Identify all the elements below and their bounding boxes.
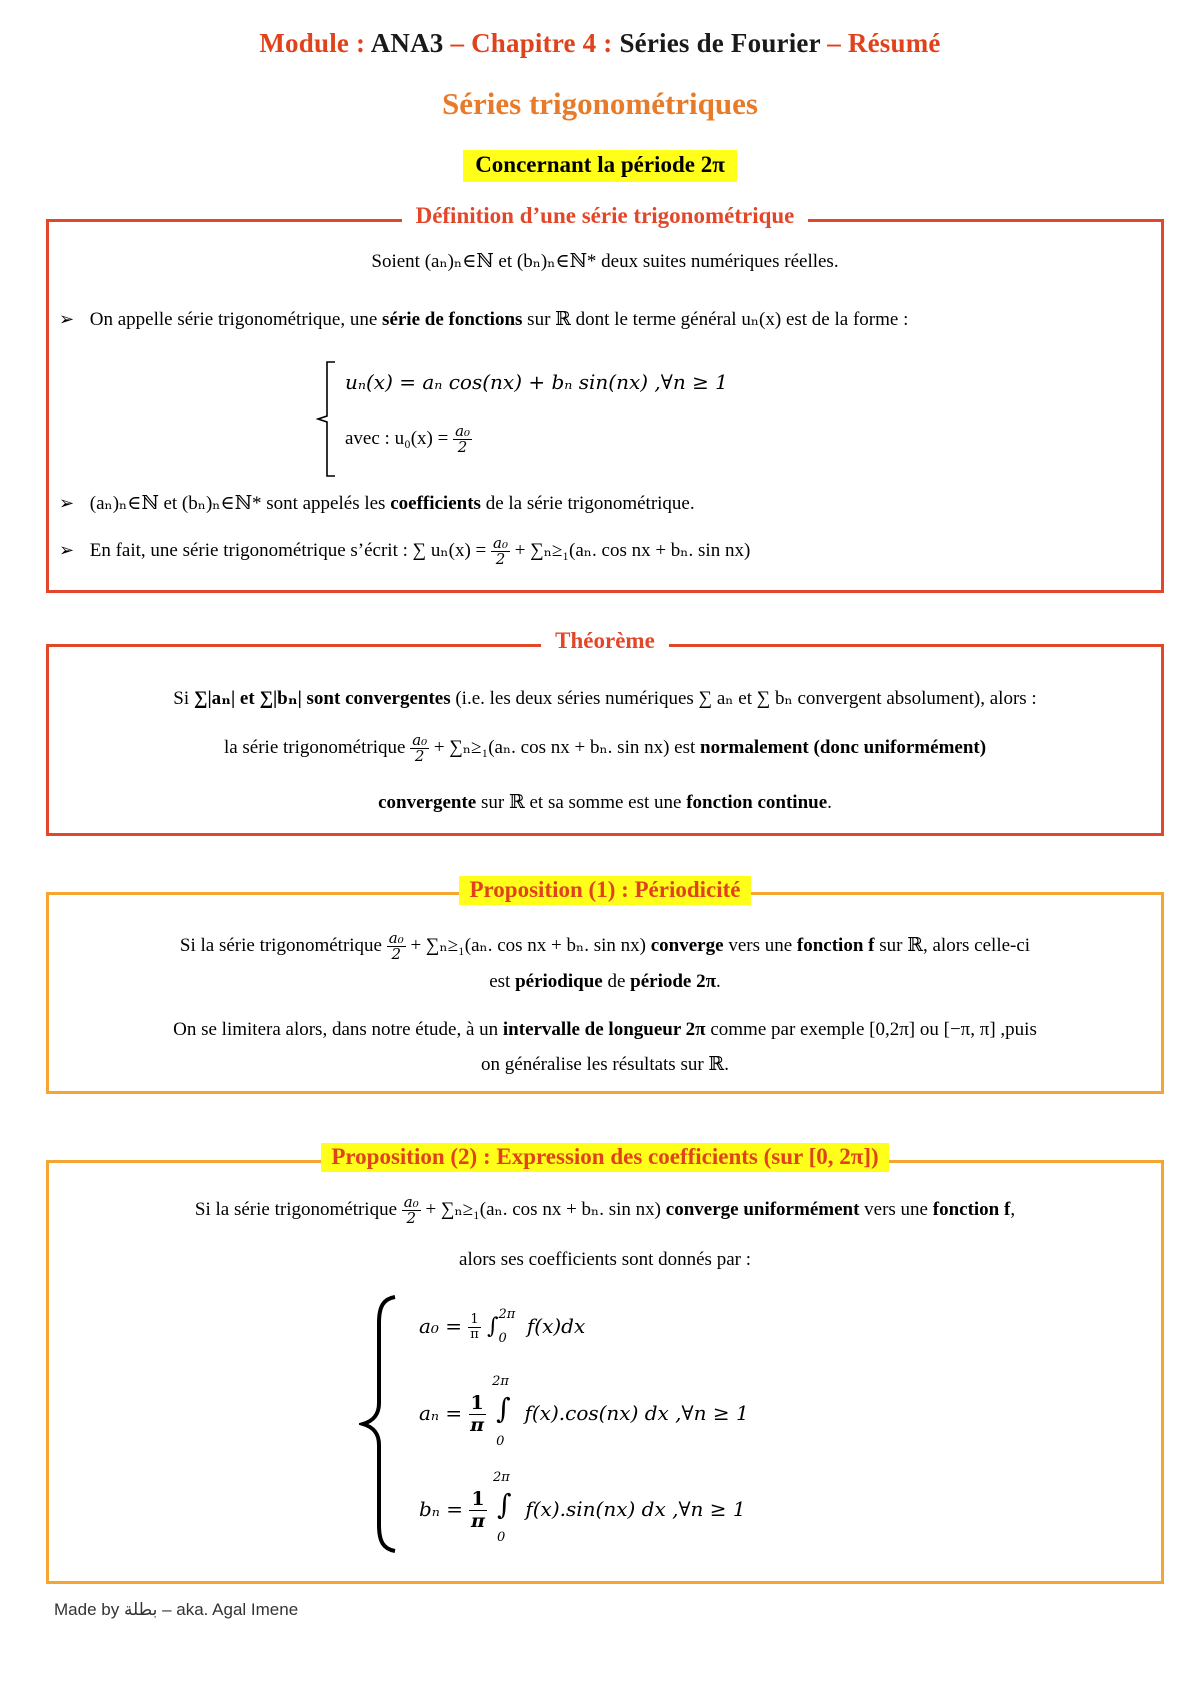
theorem-frac — [410, 733, 429, 764]
bullet-3-post: + ∑ₙ≥₁(aₙ. cos nx + bₙ. sin nx) — [514, 539, 751, 561]
frac-num: 1 — [471, 1488, 485, 1510]
bullet-1-bold: série de fonctions — [382, 309, 523, 330]
theorem-title-wrap — [49, 628, 1161, 654]
formula-bn-frac — [469, 1489, 486, 1532]
bullet-1-pre: On appelle série trigonométrique, une — [89, 309, 378, 330]
frac-num: a₀ — [388, 929, 404, 947]
arrow-bullet-icon: ➢ — [59, 493, 75, 514]
theorem-line-1-post: (i.e. les deux séries numériques ∑ aₙ et ∑ bₙ convergent absolument), alors : — [455, 688, 1037, 709]
frac-den: 2 — [457, 438, 468, 456]
theorem-line-3-end: . — [827, 792, 832, 813]
chapter-label: Chapitre 4 : — [471, 28, 613, 58]
frac-num: 1 — [470, 1392, 484, 1414]
prop1-line-2-pre: est — [489, 971, 511, 992]
system-line-2-pre: avec : u₀(x) = — [345, 427, 449, 449]
theorem-title: Théorème — [541, 628, 669, 653]
left-brace-icon — [359, 1293, 399, 1555]
definition-title-wrap — [49, 203, 1161, 229]
prop2-line-1-pre: Si la série trigonométrique — [194, 1198, 398, 1220]
prop1-line-1-mid-2: vers une — [728, 934, 793, 956]
theorem-line-3-bold-2: fonction continue — [686, 792, 828, 813]
system-line-1: uₙ(x) = aₙ cos(nx) + bₙ sin(nx) ,∀n ≥ 1 — [345, 370, 728, 394]
formula-a0 — [419, 1307, 586, 1346]
frac-den: π — [471, 1510, 485, 1532]
chapter-name: Séries de Fourier — [619, 28, 821, 58]
bullet-1-post: sur ℝ dont le terme général uₙ(x) est de la forme : — [527, 309, 909, 330]
system-line-2-frac — [453, 424, 472, 455]
prop2-frac — [402, 1195, 421, 1226]
formula-bn-lhs: bₙ = — [419, 1497, 464, 1521]
footer-credit: Made by بطلة – aka. Agal Imene — [54, 1600, 299, 1619]
theorem-line-1-bold: ∑|aₙ| et ∑|bₙ| sont convergentes — [193, 688, 451, 709]
prop2-title: Proposition (2) : Expression des coefficients (sur [0, 2π]) — [321, 1143, 888, 1172]
prop1-line-3-post: comme par exemple [0,2π] ou [−π, π] ,puis — [710, 1019, 1037, 1040]
arrow-bullet-icon: ➢ — [59, 539, 75, 561]
module-label: Module : — [259, 28, 366, 58]
formula-bn-rhs: f(x).sin(nx) dx ,∀n ≥ 1 — [525, 1497, 746, 1521]
frac-num: a₀ — [455, 422, 471, 440]
formula-a0-rhs: f(x)dx — [526, 1314, 586, 1338]
bullet-2-bold: coefficients — [390, 493, 481, 514]
integral-lower: 0 — [496, 1529, 506, 1545]
frac-den: 2 — [414, 747, 425, 765]
module-name: ANA3 — [370, 28, 444, 58]
prop1-line-3-pre: On se limitera alors, dans notre étude, à un — [173, 1019, 499, 1040]
prop2-line-1 — [49, 1195, 1161, 1226]
integral-upper: 2π — [492, 1469, 510, 1485]
summary-label: Résumé — [847, 28, 941, 58]
formula-an-rhs: f(x).cos(nx) dx ,∀n ≥ 1 — [524, 1401, 749, 1425]
integral-lower: 0 — [498, 1331, 507, 1346]
bullet-2-post: de la série trigonométrique. — [485, 493, 695, 514]
formula-an-lhs: aₙ = — [419, 1401, 463, 1425]
definition-bullet-2 — [59, 492, 1161, 515]
integral-upper: 2π — [498, 1307, 516, 1322]
integral-limits — [498, 1307, 521, 1346]
period-banner-wrap — [0, 150, 1200, 182]
page-header — [0, 28, 1200, 59]
frac-num: a₀ — [493, 534, 508, 552]
definition-bullet-1 — [59, 308, 1161, 331]
formula-bn — [419, 1469, 746, 1545]
header-dash-2: – — [827, 28, 841, 58]
integral-icon: ∫ — [496, 1391, 511, 1425]
page-subtitle: Séries trigonométriques — [442, 86, 758, 121]
integral-icon: ∫ — [487, 1314, 499, 1339]
prop1-title: Proposition (1) : Périodicité — [459, 876, 750, 905]
prop1-line-2-bold-1: périodique — [515, 971, 603, 992]
theorem-line-3 — [49, 791, 1161, 814]
prop2-line-1-bold-1: converge uniformément — [665, 1198, 860, 1220]
integral-upper: 2π — [492, 1373, 509, 1389]
definition-box — [46, 203, 1164, 593]
integral-block — [492, 1469, 519, 1545]
period-banner: Concernant la période 2π — [463, 150, 737, 182]
frac-den: 2 — [391, 945, 401, 963]
theorem-line-3-mid: sur ℝ et sa somme est une — [480, 792, 682, 813]
definition-bullet-3 — [59, 536, 1161, 567]
header-dash-1: – — [450, 28, 465, 58]
prop1-line-1 — [49, 931, 1161, 962]
prop2-line-1-mid-2: vers une — [864, 1198, 928, 1220]
formula-an — [419, 1373, 749, 1449]
prop1-line-1-mid: + ∑ₙ≥₁(aₙ. cos nx + bₙ. sin nx) — [410, 934, 646, 956]
frac-den: π — [470, 1327, 479, 1342]
theorem-line-2 — [49, 733, 1161, 764]
theorem-line-2-pre: la série trigonométrique — [223, 736, 406, 758]
prop1-line-2-mid: de — [607, 971, 626, 992]
formula-a0-frac — [468, 1313, 480, 1342]
frac-den: π — [470, 1414, 485, 1436]
formula-a0-lhs: a₀ = — [419, 1314, 463, 1338]
prop1-line-2 — [49, 971, 1161, 993]
integral-icon: ∫ — [496, 1487, 512, 1521]
prop1-line-1-pre: Si la série trigonométrique — [179, 934, 382, 956]
theorem-line-3-bold-1: convergente — [378, 792, 477, 813]
prop1-box — [46, 877, 1164, 1094]
theorem-line-2-mid: + ∑ₙ≥₁(aₙ. cos nx + bₙ. sin nx) est — [433, 736, 696, 758]
arrow-bullet-icon: ➢ — [59, 309, 75, 330]
system-line-2 — [345, 424, 472, 455]
bullet-2-pre: (aₙ)ₙ∈ℕ et (bₙ)ₙ∈ℕ* sont appelés les — [89, 493, 386, 514]
prop2-line-1-end: , — [1010, 1198, 1016, 1220]
prop1-line-2-bold-2: période 2π — [630, 971, 717, 992]
bullet-3-pre: En fait, une série trigonométrique s’écrit : ∑ uₙ(x) = — [89, 539, 487, 561]
prop1-line-3 — [49, 1019, 1161, 1041]
definition-title: Définition d’une série trigonométrique — [402, 203, 809, 228]
theorem-line-1 — [49, 687, 1161, 710]
prop1-title-wrap — [49, 877, 1161, 903]
frac-num: 1 — [470, 1312, 479, 1327]
frac-num: a₀ — [412, 731, 428, 749]
integral-lower: 0 — [496, 1433, 505, 1449]
frac-num: a₀ — [403, 1193, 419, 1211]
prop1-line-1-post: sur ℝ, alors celle-ci — [879, 934, 1031, 956]
left-brace-icon — [315, 360, 337, 478]
prop1-line-4: on généralise les résultats sur ℝ. — [481, 1054, 729, 1075]
theorem-line-2-bold: normalement (donc uniformément) — [700, 736, 987, 758]
theorem-line-1-pre: Si — [173, 688, 190, 709]
prop1-line-2-end: . — [716, 971, 721, 992]
prop2-box — [46, 1144, 1164, 1584]
prop2-line-1-bold-2: fonction f — [932, 1198, 1011, 1220]
prop1-line-3-bold: intervalle de longueur 2π — [502, 1019, 706, 1040]
prop2-line-2: alors ses coefficients sont donnés par : — [459, 1249, 751, 1270]
integral-block — [492, 1373, 518, 1449]
formula-an-frac — [469, 1393, 486, 1436]
bullet-3-frac — [491, 536, 510, 567]
prop1-line-1-bold-1: converge — [650, 934, 724, 956]
prop2-line-1-mid: + ∑ₙ≥₁(aₙ. cos nx + bₙ. sin nx) — [425, 1198, 662, 1220]
prop1-line-1-bold-2: fonction f — [796, 934, 875, 956]
frac-den: 2 — [406, 1209, 417, 1227]
prop2-title-wrap — [49, 1144, 1161, 1170]
prop1-frac — [387, 931, 406, 962]
theorem-box — [46, 628, 1164, 836]
frac-den: 2 — [495, 550, 506, 568]
definition-line-1: Soient (aₙ)ₙ∈ℕ et (bₙ)ₙ∈ℕ* deux suites numériques réelles. — [371, 251, 839, 272]
